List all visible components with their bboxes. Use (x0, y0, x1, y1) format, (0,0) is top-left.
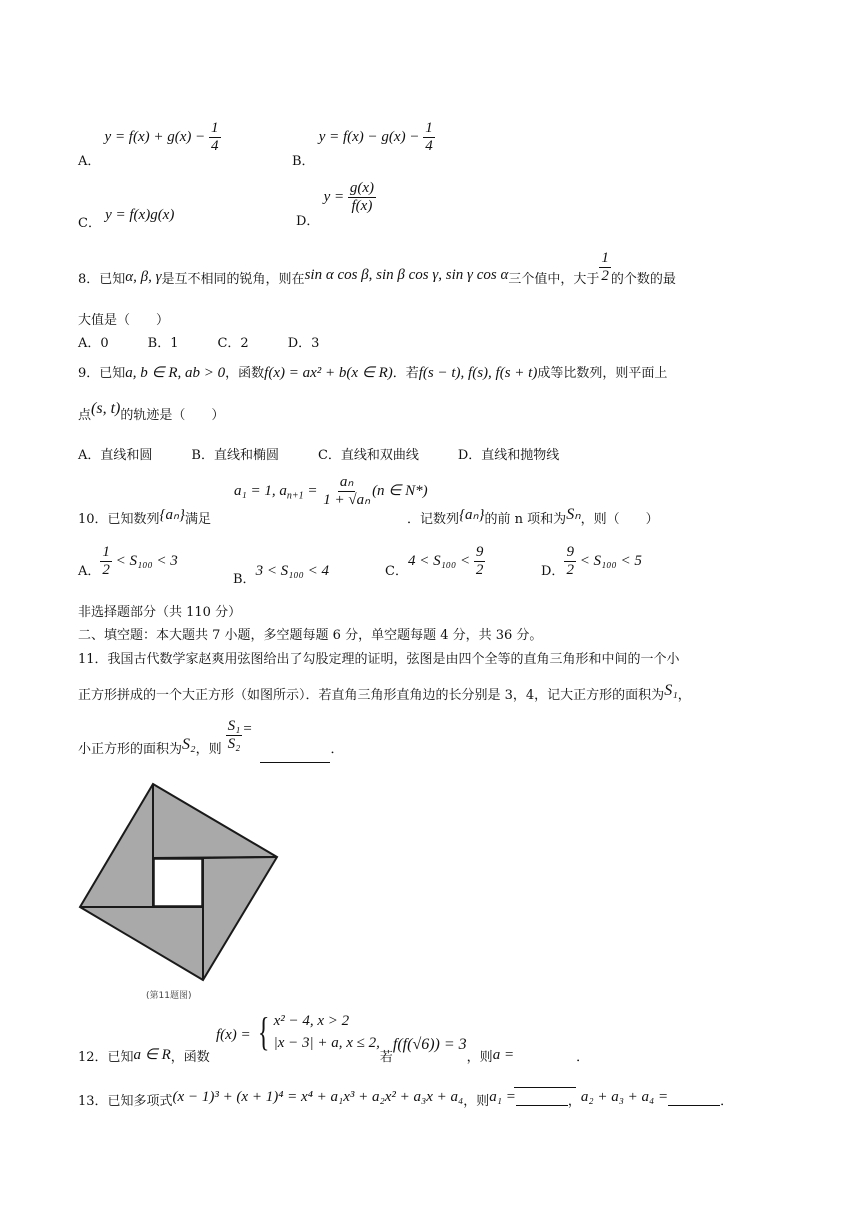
q13-a1: a₁ = (489, 1089, 516, 1105)
q11-line1: 11．我国古代数学家赵爽用弦图给出了勾股定理的证明，弦图是由四个全等的直角三角形和中间的一个小 (78, 652, 680, 667)
q7-option-c (78, 204, 175, 231)
option-label: C． (385, 564, 408, 579)
option-expr: < S₁₀₀ < 5 (575, 553, 642, 569)
q9-point: (s, t) (91, 400, 121, 417)
q12-suffix: ，则 (466, 1050, 493, 1065)
q11-line2-end: ， (677, 688, 691, 703)
q13-sum: a₂ + a₃ + a₄ = (580, 1089, 669, 1105)
section-part-title: 非选择题部分（共 110 分） (78, 605, 242, 620)
q8-stem-line1 (78, 250, 676, 285)
q13-poly: (x − 1)³ + (x + 1)⁴ = x⁴ + a₁x³ + a₂x² + a₃x + a₄ (172, 1089, 464, 1105)
q9-func: f(x) = ax² + b(x ∈ R) (264, 365, 393, 381)
q11-s2: S₂ (182, 736, 196, 753)
q10-seq: {aₙ} (159, 507, 186, 523)
option-expr: 4 < S₁₀₀ < (407, 553, 474, 569)
q11-figure (74, 778, 284, 1006)
q10-mid: 满足 (185, 512, 212, 527)
q11-line2-text: 正方形拼成的一个大正方形（如图所示）．若直角三角形直角边的长分别是 3，4，记大正方形的面积为 (78, 688, 665, 703)
q10-option-c (385, 544, 485, 579)
q9-line2-prefix: 点 (78, 408, 92, 423)
q8-stem-line2: 大值是（ ） (78, 313, 170, 328)
figure-caption: (第11题图) (146, 991, 192, 1001)
option-label: D． (541, 564, 565, 579)
fraction: $\frac{g(x)}{f(x)}$ (349, 180, 375, 214)
q13-prefix: 13．已知多项式 (78, 1094, 173, 1109)
q11-s1: S₁ (664, 682, 678, 699)
q9-prefix: 9．已知 (78, 366, 126, 381)
q11-line3-mid: ，则 (195, 742, 222, 757)
q12-mid2: 若 (379, 1050, 393, 1065)
q9-mid2: ．若 (392, 366, 419, 381)
section-heading: 二、填空题：本大题共 7 小题，多空题每题 6 分，单空题每题 4 分，共 36 分。 (78, 628, 543, 643)
option-expr: y = f(x) + g(x) − (104, 129, 210, 145)
option-expr: < S₁₀₀ < 3 (111, 553, 178, 569)
fraction: $\frac{\text{aₙ}}{\text{1 + √aₙ}}$ (323, 474, 371, 508)
q11-line2 (78, 680, 691, 703)
option-expr: 3 < S₁₀₀ < 4 (255, 563, 329, 579)
q7-option-d (296, 180, 376, 229)
q12-piecewise (254, 1010, 380, 1054)
q10-mid2: ．记数列 (407, 512, 460, 527)
q9-stem-line2 (78, 400, 225, 424)
option-label: D． (296, 214, 320, 229)
q9-seq: f(s − t), f(s), f(s + t) (418, 365, 538, 381)
q12-stem (78, 1009, 590, 1065)
q9-cond: a, b ∈ R, ab > 0 (125, 365, 226, 381)
q12-case2: |x − 3| + a, x ≤ 2, (273, 1035, 380, 1051)
fraction: $\frac{1}{2}$ (102, 544, 110, 578)
q11-answer-blank[interactable] (260, 748, 330, 763)
q10-option-b (233, 560, 329, 587)
q11-ratio-eq: = (242, 721, 253, 737)
q9-stem-line1 (78, 362, 667, 382)
q8-suffix2: 的个数的最 (610, 272, 676, 287)
option-expr: y = f(x) − g(x) − (318, 129, 424, 145)
q10-def-sub: n+1 (286, 490, 304, 502)
q11-line3 (78, 718, 344, 757)
q10-seq2: {aₙ} (459, 507, 485, 523)
q12-prefix: 12．已知 (78, 1050, 134, 1065)
option-label: B． (233, 572, 256, 587)
q13-end: ． (720, 1094, 734, 1109)
q9-mid1: ，函数 (225, 366, 265, 381)
q10-stem (78, 504, 659, 527)
option-expr: y = (323, 189, 348, 205)
option-label: C． (78, 216, 101, 231)
q10-mid3: 的前 n 项和为 (484, 512, 567, 527)
q10-def-a1: a₁ = 1, a (234, 483, 287, 499)
q10-prefix: 10．已知数列 (78, 512, 160, 527)
q10-def-cond: (n ∈ N*) (372, 483, 428, 499)
q8-options: A．0 B．1 C．2 D．3 (78, 336, 320, 351)
q11-line3-prefix: 小正方形的面积为 (78, 742, 183, 757)
option-label: B． (292, 154, 315, 169)
q13-stem (78, 1086, 734, 1109)
q10-sn: Sₙ (566, 506, 581, 523)
q7-option-a (78, 120, 221, 169)
q9-line2-suffix: 的轨迹是（ ） (120, 408, 225, 423)
q8-prefix: 8．已知 (78, 272, 126, 287)
fraction: $\frac{1}{4}$ (425, 120, 433, 154)
q7-option-b (292, 120, 435, 169)
q12-ans: a = (492, 1047, 515, 1063)
fraction: $\frac{1}{4}$ (211, 120, 219, 154)
q12-eq: f(f(√6)) = 3 (392, 1036, 467, 1053)
q13-sep: ， (567, 1094, 581, 1109)
q10-def-eq: = (303, 483, 322, 499)
option-label: A． (78, 154, 101, 169)
fraction: $\frac{9}{2}$ (475, 544, 484, 578)
zhao-shuang-diagram (74, 778, 284, 984)
q11-line3-end: ． (330, 742, 344, 757)
q12-end: ． (576, 1050, 590, 1065)
q12-fx: f(x) = (215, 1027, 255, 1043)
q8-exprs: sin α cos β, sin β cos γ, sin γ cos α (304, 267, 509, 283)
option-label: A． (78, 564, 101, 579)
q8-vars: α, β, γ (125, 269, 162, 285)
option-expr: y = f(x)g(x) (105, 207, 175, 223)
q8-mid: 是互不相同的锐角，则在 (161, 272, 305, 287)
fraction-half: $\frac{1}{2}$ (601, 250, 609, 284)
q9-suffix: 成等比数列，则平面上 (537, 366, 668, 381)
q12-case1: x² − 4, x > 2 (273, 1013, 350, 1029)
inner-square (154, 859, 202, 906)
q12-cond: a ∈ R (133, 1047, 171, 1063)
q9-options: A．直线和圆 B．直线和椭圆 C．直线和双曲线 D．直线和抛物线 (78, 448, 560, 463)
fraction: $\frac{9}{2}$ (566, 544, 574, 578)
left-brace: { (258, 1009, 270, 1054)
q10-suffix: ，则（ ） (580, 512, 659, 527)
q13-mid: ，则 (463, 1094, 490, 1109)
q10-option-a (78, 544, 178, 579)
q10-option-d (541, 544, 642, 579)
q13-answer-blank-1[interactable] (516, 1091, 568, 1106)
q12-mid: ，函数 (170, 1050, 210, 1065)
q8-suffix1: 三个值中，大于 (508, 272, 600, 287)
q13-answer-blank-2[interactable] (668, 1091, 720, 1106)
fraction: $\frac{\text{S₁}}{\text{S₂}}$ (227, 718, 241, 752)
